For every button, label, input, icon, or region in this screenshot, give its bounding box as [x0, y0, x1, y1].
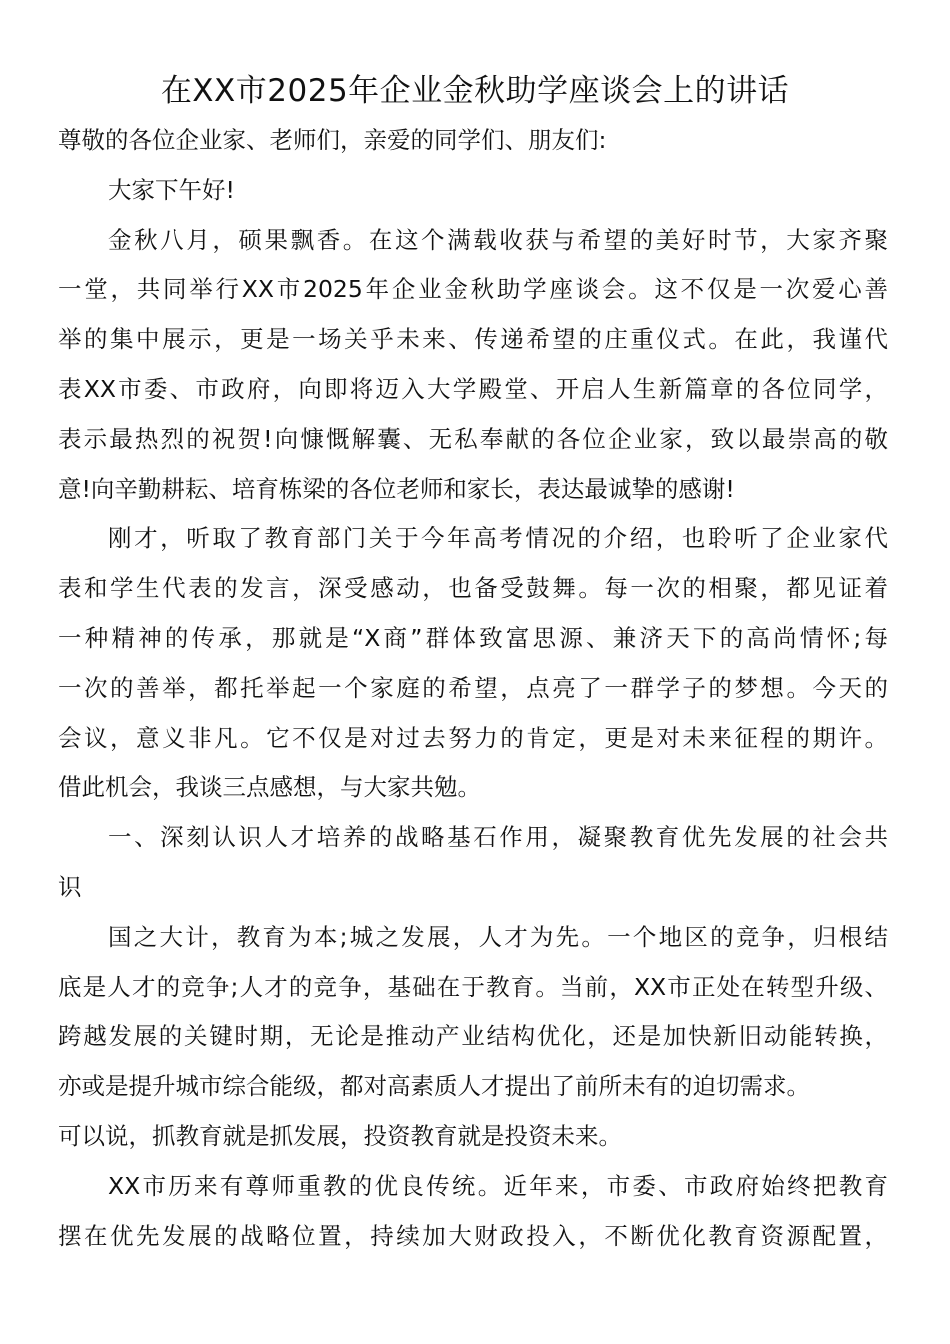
paragraph-line: 一次的善举，都托举起一个家庭的希望，点亮了一群学子的梦想。今天的	[58, 673, 888, 702]
paragraph-line: 会议，意义非凡。它不仅是对过去努力的肯定，更是对未来征程的期许。	[58, 723, 888, 752]
paragraph-line: 摆在优先发展的战略位置，持续加大财政投入，不断优化教育资源配置，	[58, 1221, 888, 1250]
paragraph-line: 亦或是提升城市综合能级，都对高素质人才提出了前所未有的迫切需求。	[58, 1072, 810, 1101]
paragraph-line: 金秋八月，硕果飘香。在这个满载收获与希望的美好时节，大家齐聚	[108, 225, 888, 254]
section-heading-line: 一、深刻认识人才培养的战略基石作用，凝聚教育优先发展的社会共	[108, 823, 888, 852]
paragraph-line: 底是人才的竞争;人才的竞争，基础在于教育。当前，XX市正处在转型升级、	[58, 972, 888, 1001]
paragraph-line: 意!向辛勤耕耘、培育栋梁的各位老师和家长，表达最诚挚的感谢!	[58, 474, 735, 503]
document-body	[58, 116, 888, 1261]
paragraph-line: 借此机会，我谈三点感想，与大家共勉。	[58, 773, 481, 802]
paragraph-line: 表和学生代表的发言，深受感动，也备受鼓舞。每一次的相聚，都见证着	[58, 574, 888, 603]
paragraph-line: 表XX市委、市政府，向即将迈入大学殿堂、开启人生新篇章的各位同学，	[58, 374, 888, 403]
paragraph-line: 一种精神的传承，那就是“X商”群体致富思源、兼济天下的高尚情怀;每	[58, 623, 888, 652]
paragraph-line: 一堂，共同举行XX市2025年企业金秋助学座谈会。这不仅是一次爱心善	[58, 275, 888, 304]
section-heading-line: 识	[58, 872, 82, 901]
paragraph-line: XX市历来有尊师重教的优良传统。近年来，市委、市政府始终把教育	[108, 1171, 888, 1200]
paragraph-line: 表示最热烈的祝贺!向慷慨解囊、无私奉献的各位企业家，致以最崇高的敬	[58, 424, 888, 453]
paragraph-line: 举的集中展示，更是一场关乎未来、传递希望的庄重仪式。在此，我谨代	[58, 325, 888, 354]
paragraph-line: 国之大计，教育为本;城之发展，人才为先。一个地区的竞争，归根结	[108, 922, 888, 951]
paragraph-line: 刚才，听取了教育部门关于今年高考情况的介绍，也聆听了企业家代	[108, 524, 888, 553]
document-title: 在XX市2025年企业金秋助学座谈会上的讲话	[160, 73, 790, 109]
salutation-line: 尊敬的各位企业家、老师们，亲爱的同学们、朋友们:	[58, 126, 607, 154]
paragraph-line: 可以说，抓教育就是抓发展，投资教育就是投资未来。	[58, 1121, 622, 1150]
paragraph-line: 跨越发展的关键时期，无论是推动产业结构优化，还是加快新旧动能转换，	[58, 1022, 888, 1051]
greeting-line: 大家下午好!	[108, 175, 235, 204]
